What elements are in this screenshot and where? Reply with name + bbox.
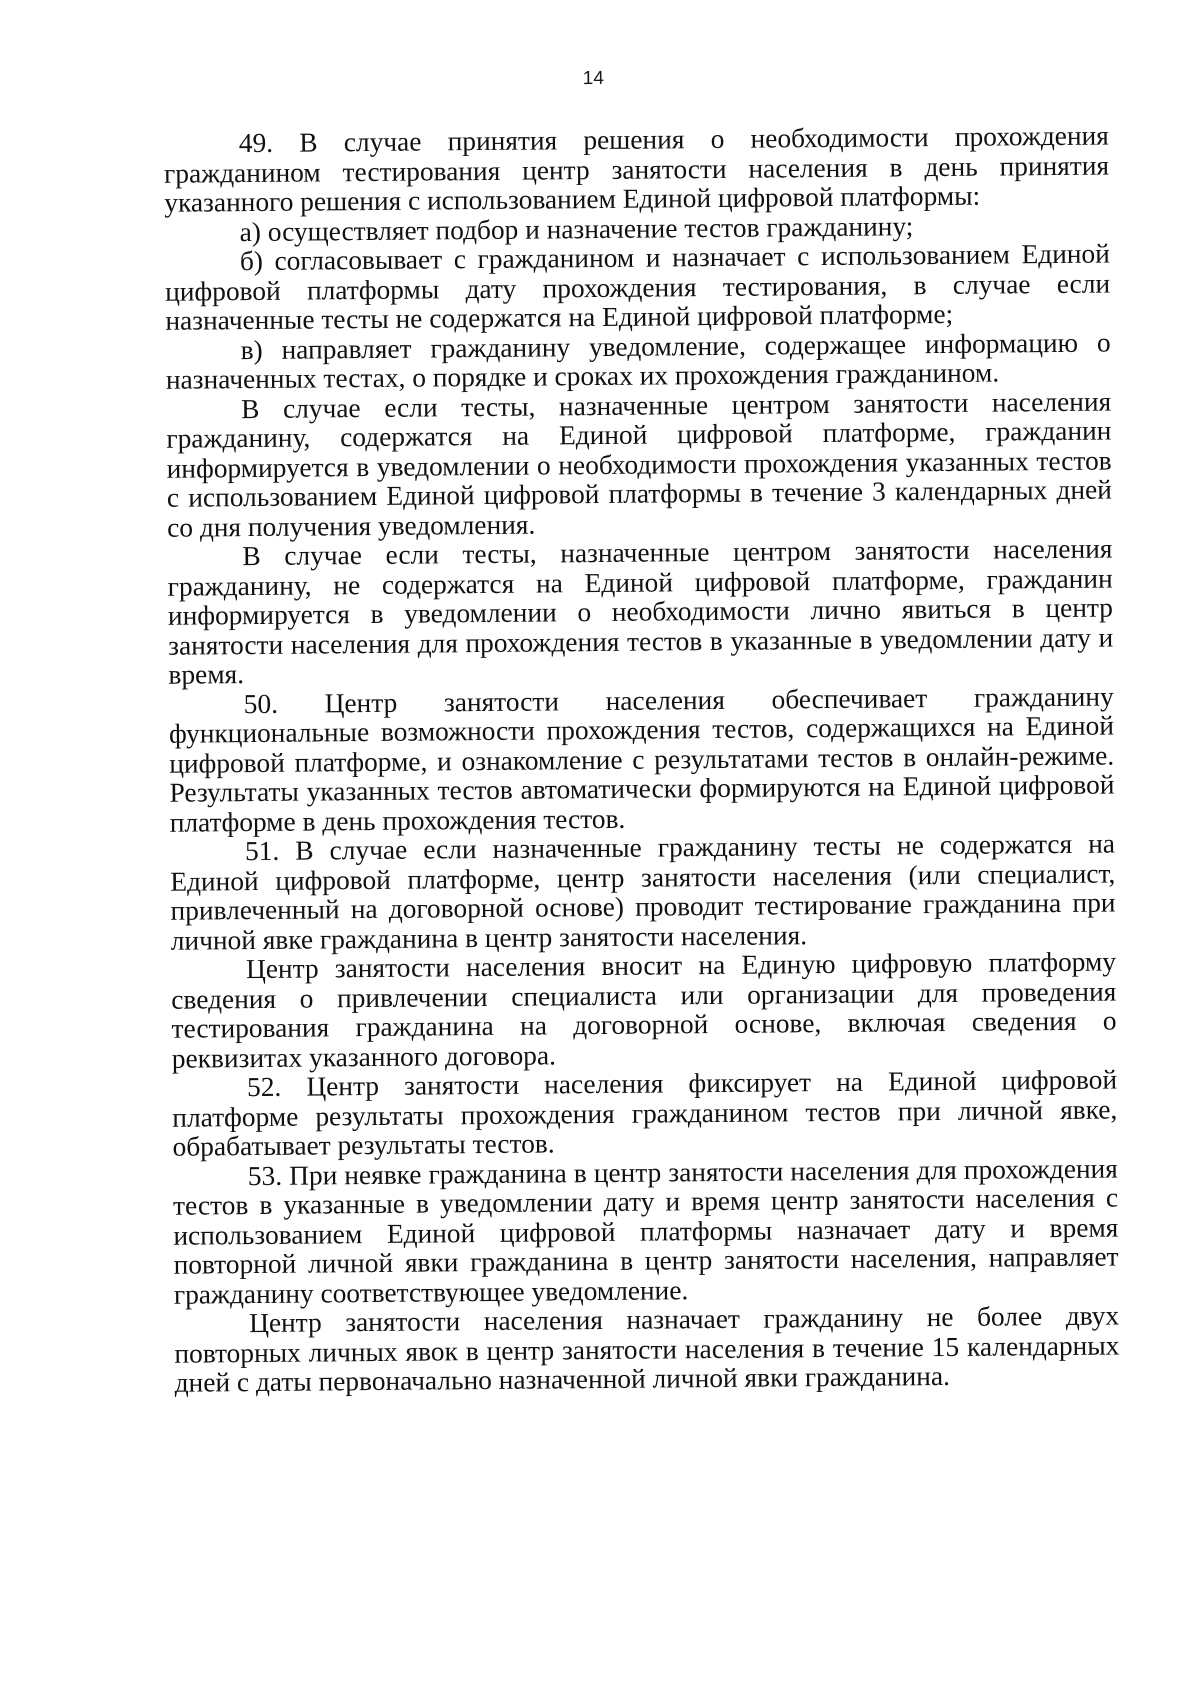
paragraph-51-contract: Центр занятости населения вносит на Единую цифровую платформу сведения о привлечении специалиста или организации для проведения тестирования гражданина на договорной основе, включая сведения о реквизитах указанного договора. bbox=[171, 946, 1117, 1074]
paragraph-52: 52. Центр занятости населения фиксирует на Единой цифровой платформе результаты прохождения гражданином тестов при личной явке, обрабатывает результаты тестов. bbox=[172, 1064, 1118, 1162]
paragraph-53: 53. При неявке гражданина в центр занятости населения для прохождения тестов в указанные в уведомлении дату и время центр занятости населения с использованием Единой цифровой платформы назначает дату и время повторной личной явки гражданина в центр занятости населения, направляет гражданину соответствующее уведомление. bbox=[172, 1152, 1119, 1310]
paragraph-50: 50. Центр занятости населения обеспечивает гражданину функциональные возможности прохождения тестов, содержащихся на Единой цифровой платформе, и ознакомление с результатами тестов в онлайн-режиме. Результаты указанных тестов автоматически формируются на Единой цифровой платформе в день прохождения тестов. bbox=[168, 681, 1115, 838]
paragraph-51: 51. В случае если назначенные гражданину тесты не содержатся на Единой цифровой платформе, центр занятости населения (или специалист, привлеченный на договорной основе) проводит тестирование гражданина при личной явке гражданина в центр занятости населения. bbox=[170, 828, 1116, 956]
paragraph-49: 49. В случае принятия решения о необходимости прохождения гражданином тестирования центр занятости населения в день принятия указанного решения с использованием Единой цифровой платформы: bbox=[163, 120, 1110, 218]
document-body bbox=[164, 122, 1120, 1399]
paragraph-49-item-a: а) осуществляет подбор и назначение тестов гражданину; bbox=[239, 210, 914, 247]
paragraph-53-repeat-visits: Центр занятости населения назначает гражданину не более двух повторных личных явок в центр занятости населения в течение 15 календарных дней с даты первоначально назначенной личной явки гражданина. bbox=[174, 1300, 1120, 1398]
paragraph-49-item-c: в) направляет гражданину уведомление, содержащее информацию о назначенных тестах, о порядке и сроках их прохождения гражданином. bbox=[165, 327, 1111, 395]
page-number: 14 bbox=[582, 67, 604, 90]
paragraph-49-item-b: б) согласовывает с гражданином и назначает с использованием Единой цифровой платформы дату прохождения тестирования, в случае если назначенные тесты не содержатся на Единой цифровой платформе; bbox=[164, 238, 1111, 336]
paragraph-49-tests-not-on-platform: В случае если тесты, назначенные центром занятости населения гражданину, не содержатся на Единой цифровой платформе, гражданин информируется в уведомлении о необходимости лично явиться в центр занятости населения для прохождения тестов в указанные в уведомлении дату и время. bbox=[167, 533, 1114, 690]
paragraph-49-tests-on-platform: В случае если тесты, назначенные центром занятости населения гражданину, содержатся на Единой цифровой платформе, гражданин информируется в уведомлении о необходимости прохождения указанных тестов с использованием Единой цифровой платформы в течение 3 календарных дней со дня получения уведомления. bbox=[166, 386, 1113, 543]
